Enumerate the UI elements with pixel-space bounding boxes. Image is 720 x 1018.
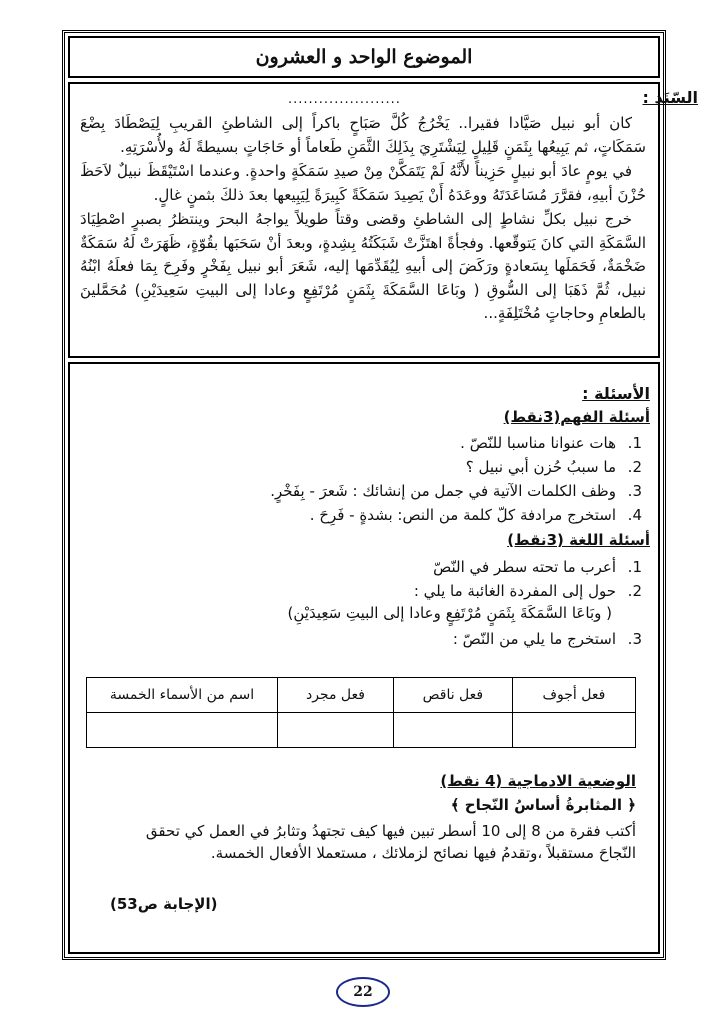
question-number: 4. [627,506,642,524]
verb-table-header: فعل ناقص [393,678,512,713]
answer-reference: (الإجابة ص53) [110,895,218,913]
passage-dots: ...................... [288,92,401,107]
situation-title: ﴿ المثابرةُ أساسُ النّجاح ﴾ [450,796,636,814]
language-question [122,579,642,603]
question-text: وظف الكلمات الآتية في جمل من إنشائك : شَعرَ - بِفَخْرٍ. [270,482,616,500]
situation-body: أكتب فقرة من 8 إلى 10 أسطر تبين فيها كيف تجتهدُ وتثابرُ في العمل كي تحقق النّجاحَ مستقبلاً ،وتقدمُ فيها نصائح لزملائك ، مستعملا الأفعال الخمسة. [145,822,636,862]
passage-text [80,112,646,327]
verb-table-answer-row [87,713,636,748]
question-text: استخرج ما يلي من النّصّ : [452,630,616,648]
comprehension-list [122,431,642,527]
language-list [122,555,642,603]
comprehension-question [122,431,642,455]
language-question [122,555,642,579]
question-number: 2. [627,582,642,600]
question-number: 3. [627,482,642,500]
comprehension-question [122,479,642,503]
passage-heading: السّنَد : [642,88,698,107]
passage-paragraph-1: كان أبو نبيل صَيَّادا فقيرا.. يَخْرُجُ كُلَّ صَبَاحٍ باكراً إلى الشاطئِ القريبِ لِيَصْطَادَ بِضْعَ سَمَكَاتٍ، ثم يَبِيعُها بِثَمَنٍ قَلِيلٍ لِيَشْتَرِيَ بِذَلِكَ الثَّمَنِ طَعاماً أو حَاجَاتٍ بسيطةً لَهُ ولأُسْرَتِهِ. [80,114,646,156]
comprehension-heading: أسئلة الفهم(3نقط) [503,408,650,426]
verb-table-cell[interactable] [87,713,278,748]
question-number: 1. [627,434,642,452]
situation-heading: الوضعية الادماجية (4 نقط) [440,772,636,790]
page-title: الموضوع الواحد و العشرون [68,36,660,78]
verb-table-header: فعل مجرد [278,678,394,713]
question-text: ما سببُ حُزن أبي نبيل ؟ [465,458,616,476]
verb-table-cell[interactable] [512,713,635,748]
question-text: استخرج مرادفة كلّ كلمة من النص: بشدةٍ - فَرِحَ . [309,506,616,524]
verb-table-header-row [87,678,636,713]
verb-table-cell[interactable] [278,713,394,748]
verb-table [86,677,636,748]
question-text: حول إلى المفردة الغائبة ما يلي : [413,582,616,600]
questions-heading: الأسئلة : [582,384,650,403]
language-heading: أسئلة اللغة (3نقط) [507,531,650,549]
passage-paragraph-2: في يومٍ عادَ أبو نبيلٍ حَزِيناً لأَنَّهُ لَمْ يَتَمَكَّنْ مِنْ صيدِ سَمَكَةٍ واحدةٍ. وعندما اسْتَيْقَظَ نبيلٌ لاَحَظَ حُزْنَ أبيهِ، فقرَّرَ مُسَاعَدَتَهُ ووعَدَهُ أَنْ يَصِيدَ سَمَكَةً كَبِيرَةً لِيَبِيعها بعدَ ذلكَ بثمنٍ غالٍ. [80,162,646,204]
question-number: 1. [627,558,642,576]
language-question [122,627,642,651]
language-quote: ( وبَاعَا السَّمَكَةَ بِثَمَنٍ مُرْتَفِعٍ وعادا إلى البيتِ سَعِيدَيْنِ) [287,604,612,622]
verb-table-cell[interactable] [393,713,512,748]
question-number: 2. [627,458,642,476]
page-number: 22 [336,977,390,1007]
comprehension-question [122,455,642,479]
comprehension-question [122,503,642,527]
question-number: 3. [627,630,642,648]
verb-table-header: اسم من الأسماء الخمسة [87,678,278,713]
passage-paragraph-3: خرج نبيل بكلِّ نشاطٍ إلى الشاطئِ وقضى وقتاً طويلاً يواجهُ البحرَ وينتظرُ بصبرٍ اصْطِيَادَ السَّمَكَةِ التي كانَ يَتوقّعها. وفجأةً اهتَزَّتْ شَبَكَتُهُ بِشِدةٍ، وبعدَ أنْ سَحَبَها بقُوّةٍ، ظَهَرَتْ لَهُ سَمَكَةٌ ضَخْمَةٌ، فَحَمَلَها بِسَعادةٍ ورَكَضَ إلى أبيهِ لِيُقَدِّمَها إليه، شَعَرَ أبو نبيل بِفَخْرٍ وفَرِحَ بِمَا فعلَهُ ابْنُهُ نبيل، ثُمَّ ذَهَبَا إلى السُّوقِ ( وبَاعَا السَّمَكَةَ بِثَمَنٍ مُرْتَفِعٍ وعادا إلى البيتِ سَعِيدَيْنِ) مُحَمَّلينَ بالطعامِ وحاجاتٍ مُخْتَلِفَةٍ... [80,210,646,322]
question-text: أعرب ما تحته سطر في النّصّ [433,558,616,576]
question-text: هات عنوانا مناسبا للنّصّ . [460,434,616,452]
verb-table-header: فعل أجوف [512,678,635,713]
language-list-cont [122,627,642,651]
